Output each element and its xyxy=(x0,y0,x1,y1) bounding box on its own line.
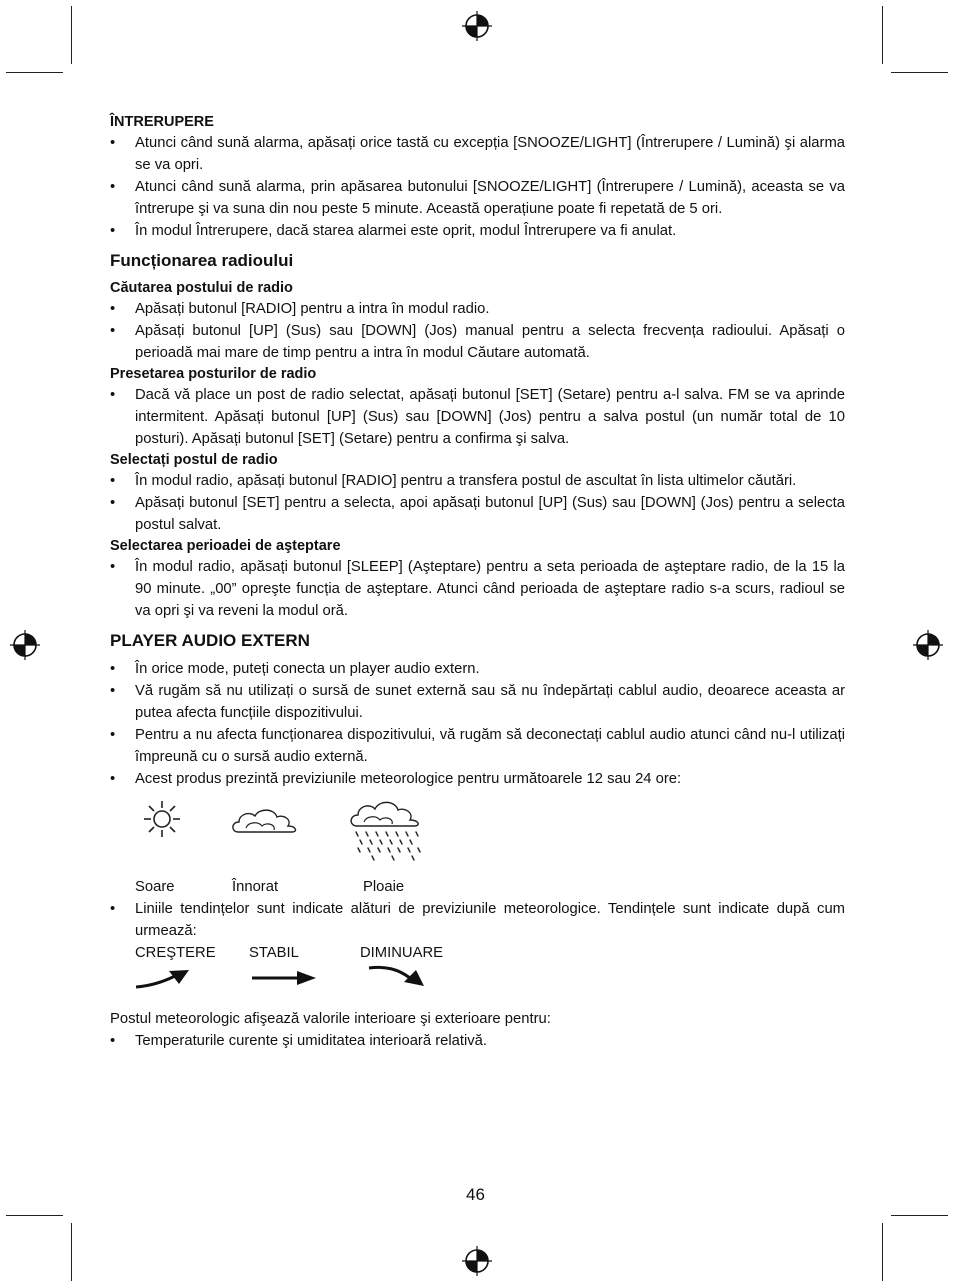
crop-mark-top-left-h xyxy=(6,72,63,73)
list-item: • Apăsați butonul [UP] (Sus) sau [DOWN] (Jos) manual pentru a selecta frecvența radioului. Apăsați o perioadă mai mare de timp pentru a intra în modul Căutare automată. xyxy=(110,320,845,364)
list-item: • Apăsați butonul [RADIO] pentru a intra în modul radio. xyxy=(110,298,845,320)
page-content xyxy=(110,112,845,1052)
weather-label-cloudy: Înnorat xyxy=(232,879,279,895)
crop-mark-bottom-right-v xyxy=(882,1223,883,1281)
trend-arrows xyxy=(135,964,845,1002)
crop-mark-bottom-left-h xyxy=(6,1215,63,1216)
registration-mark-right xyxy=(912,629,944,661)
crop-mark-top-left-v xyxy=(71,6,72,64)
station-list xyxy=(110,1030,845,1052)
player-list xyxy=(110,658,845,790)
radio-select-heading: Selectați postul de radio xyxy=(110,452,278,468)
list-item: • Acest produs prezintă previziunile meteorologice pentru următoarele 12 sau 24 ore: xyxy=(110,768,845,790)
bullet: • xyxy=(110,179,116,195)
trend-list xyxy=(110,898,845,942)
list-item: • Apăsați butonul [SET] pentru a selecta, apoi apăsați butonul [UP] (Sus) sau [DOWN] (Jos) pentru a selecta postul salvat. xyxy=(110,492,845,536)
bullet: • xyxy=(110,1033,116,1049)
crop-mark-bottom-left-v xyxy=(71,1223,72,1281)
page-number: 46 xyxy=(466,1185,485,1204)
arrow-right-icon xyxy=(251,970,317,986)
interrupt-heading: ÎNTRERUPERE xyxy=(110,114,214,130)
bullet: • xyxy=(110,661,116,677)
bullet: • xyxy=(110,135,116,151)
station-paragraph: Postul meteorologic afişează valorile interioare şi exterioare pentru: xyxy=(110,1011,551,1027)
arrow-down-icon xyxy=(368,964,426,988)
trend-label-falling: DIMINUARE xyxy=(360,945,444,961)
interrupt-list xyxy=(110,132,845,242)
sun-icon xyxy=(143,800,181,838)
bullet: • xyxy=(110,771,116,787)
arrow-up-icon xyxy=(135,968,191,990)
list-item: • Dacă vă place un post de radio selectat, apăsați butonul [SET] (Setare) pentru a-l salva. FM se va aprinde intermitent. Apăsați butonul [UP] (Sus) sau [DOWN] (Jos) pentru a salva postul (un număr total de 10 posturi). Apăsați butonul [SET] (Setare) pentru a confirma şi salva. xyxy=(110,384,845,450)
list-item: • Liniile tendințelor sunt indicate alături de previziunile meteorologice. Tendințele sunt indicate după cum urmează: xyxy=(110,898,845,942)
cloud-icon xyxy=(230,806,304,836)
crop-mark-bottom-right-h xyxy=(891,1215,948,1216)
player-heading: PLAYER AUDIO EXTERN xyxy=(110,631,310,650)
radio-select-list xyxy=(110,470,845,536)
radio-search-heading: Căutarea postului de radio xyxy=(110,280,293,296)
list-item: • În orice mode, puteți conecta un player audio extern. xyxy=(110,658,845,680)
crop-mark-top-right-h xyxy=(891,72,948,73)
weather-labels xyxy=(135,876,845,898)
trend-label-steady: STABIL xyxy=(249,945,299,961)
bullet: • xyxy=(110,301,116,317)
bullet: • xyxy=(110,223,116,239)
weather-label-sun: Soare xyxy=(135,879,175,895)
bullet: • xyxy=(110,901,116,917)
bullet: • xyxy=(110,473,116,489)
registration-mark-top xyxy=(461,10,493,42)
trend-label-rising: CREŞTERE xyxy=(135,945,216,961)
list-item: • În modul Întrerupere, dacă starea alarmei este oprit, modul Întrerupere va fi anulat. xyxy=(110,220,845,242)
weather-label-rain: Ploaie xyxy=(363,879,405,895)
bullet: • xyxy=(110,387,116,403)
registration-mark-left xyxy=(9,629,41,661)
bullet: • xyxy=(110,683,116,699)
radio-preset-heading: Presetarea posturilor de radio xyxy=(110,366,317,382)
radio-sleep-list xyxy=(110,556,845,622)
list-item: • Vă rugăm să nu utilizați o sursă de sunet externă sau să nu îndepărtați cablul audio, deoarece aceasta ar putea afecta funcțiile dispozitivului. xyxy=(110,680,845,724)
crop-mark-top-right-v xyxy=(882,6,883,64)
list-item: • Temperaturile curente şi umiditatea interioară relativă. xyxy=(110,1030,845,1052)
radio-search-list xyxy=(110,298,845,364)
bullet: • xyxy=(110,727,116,743)
list-item: • Atunci când sună alarma, apăsați orice tastă cu excepția [SNOOZE/LIGHT] (Întrerupere / Lumină) şi alarma se va opri. xyxy=(110,132,845,176)
weather-icons xyxy=(135,794,845,876)
trend-labels xyxy=(135,942,845,964)
list-item: • În modul radio, apăsați butonul [RADIO] pentru a transfera postul de ascultat în lista ultimelor căutări. xyxy=(110,470,845,492)
radio-heading: Funcționarea radioului xyxy=(110,251,294,270)
registration-mark-bottom xyxy=(461,1245,493,1277)
rain-icon xyxy=(348,800,426,866)
bullet: • xyxy=(110,559,116,575)
list-item: • În modul radio, apăsați butonul [SLEEP] (Aşteptare) pentru a seta perioada de aşteptare radio, de la 15 la 90 minute. „00” opreşte funcția de aşteptare. Atunci când perioada de aşteptare radio s-a scurs, radioul se va opri şi va reveni la modul oră. xyxy=(110,556,845,622)
bullet: • xyxy=(110,323,116,339)
radio-preset-list xyxy=(110,384,845,450)
list-item: • Pentru a nu afecta funcționarea dispozitivului, vă rugăm să deconectați cablul audio atunci când nu-l utilizați împreună cu o sursă audio externă. xyxy=(110,724,845,768)
list-item: • Atunci când sună alarma, prin apăsarea butonului [SNOOZE/LIGHT] (Întrerupere / Lumină), aceasta se va întrerupe şi va suna din nou peste 5 minute. Această operațiune poate fi repetată de 5 ori. xyxy=(110,176,845,220)
radio-sleep-heading: Selectarea perioadei de aşteptare xyxy=(110,538,341,554)
bullet: • xyxy=(110,495,116,511)
